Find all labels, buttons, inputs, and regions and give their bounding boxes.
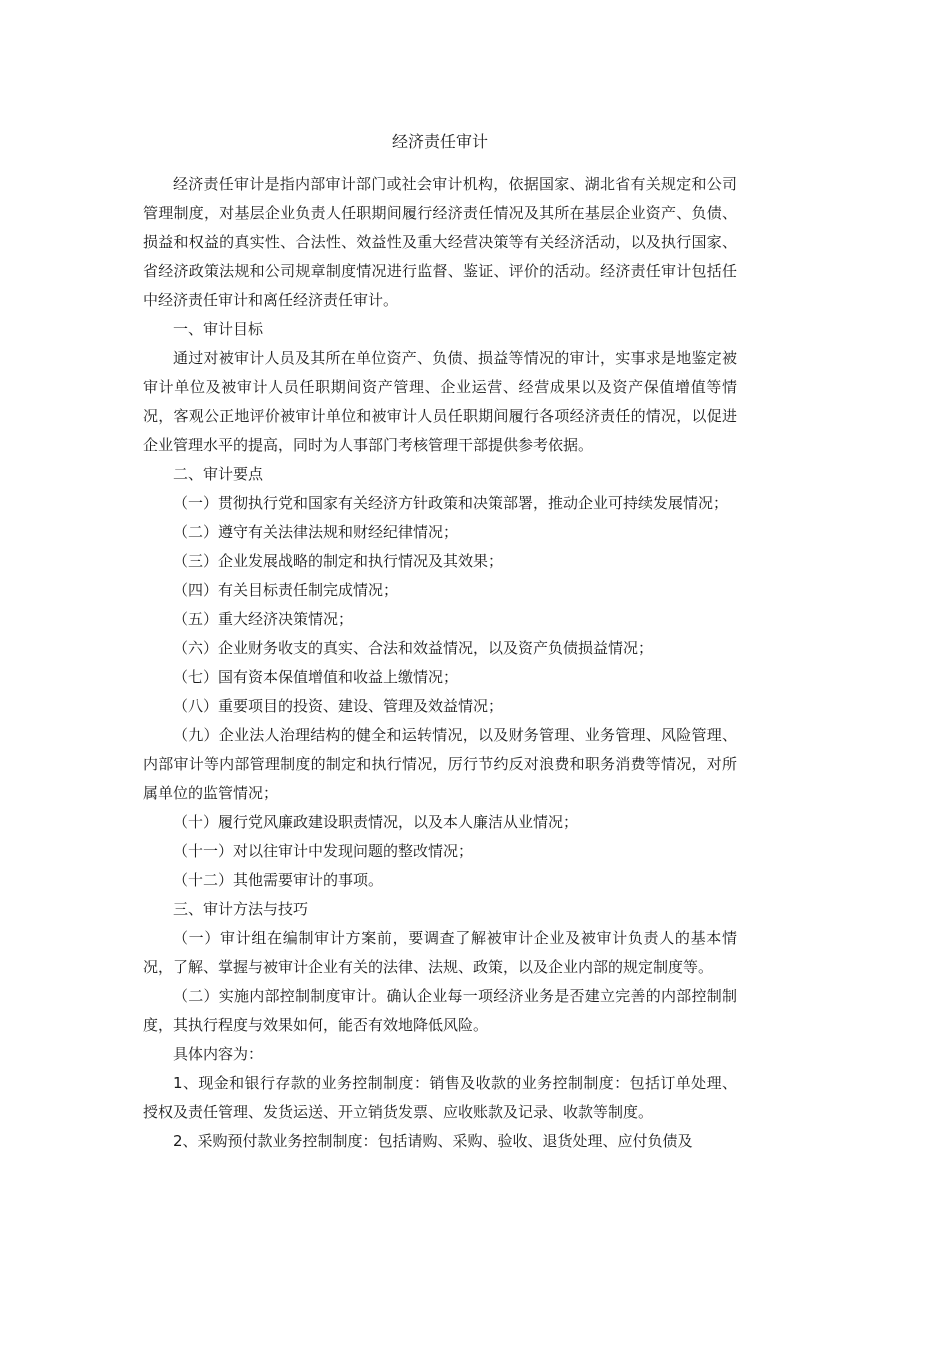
paragraph-intro: 经济责任审计是指内部审计部门或社会审计机构，依据国家、湖北省有关规定和公司管理制度，对基层企业负责人任职期间履行经济责任情况及其所在基层企业资产、负债、损益和权益的真实性、合法性、效益性及重大经营决策等有关经济活动，以及执行国家、省经济政策法规和公司规章制度情况进行监督、鉴证、评价的活动。经济责任审计包括任中经济责任审计和离任经济责任审计。 [143,175,737,309]
list-item-point-3: （三）企业发展战略的制定和执行情况及其效果； [173,552,504,570]
paragraph-method-1: （一）审计组在编制审计方案前，要调查了解被审计企业及被审计负责人的基本情况，了解、掌握与被审计企业有关的法律、法规、政策，以及企业内部的规定制度等。 [143,929,737,976]
list-item-point-5: （五）重大经济决策情况； [173,610,354,628]
paragraph-details-heading: 具体内容为： [173,1045,264,1063]
list-item-point-10: （十）履行党风廉政建设职责情况，以及本人廉洁从业情况； [173,813,579,831]
list-item-point-12: （十二）其他需要审计的事项。 [173,871,384,889]
paragraph-detail-1: 1、现金和银行存款的业务控制制度：销售及收款的业务控制制度：包括订单处理、授权及责任管理、发货运送、开立销货发票、应收账款及记录、收款等制度。 [143,1074,737,1121]
list-item-point-4: （四）有关目标责任制完成情况； [173,581,399,599]
list-item-point-1: （一）贯彻执行党和国家有关经济方针政策和决策部署，推动企业可持续发展情况； [173,494,729,512]
paragraph-method-2: （二）实施内部控制制度审计。确认企业每一项经济业务是否建立完善的内部控制制度，其执行程度与效果如何，能否有效地降低风险。 [143,987,737,1034]
document-title: 经济责任审计 [391,132,488,151]
list-item-point-7: （七）国有资本保值增值和收益上缴情况； [173,668,459,686]
paragraph-audit-goals: 通过对被审计人员及其所在单位资产、负债、损益等情况的审计，实事求是地鉴定被审计单位及被审计人员任职期间资产管理、企业运营、经营成果以及资产保值增值等情况，客观公正地评价被审计单位和被审计人员任职期间履行各项经济责任的情况，以促进企业管理水平的提高，同时为人事部门考核管理干部提供参考依据。 [143,349,737,454]
list-item-point-6: （六）企业财务收支的真实、合法和效益情况，以及资产负债损益情况； [173,639,654,657]
section-heading-audit-goals: 一、审计目标 [173,320,264,338]
paragraph-detail-2: 2、采购预付款业务控制制度：包括请购、采购、验收、退货处理、应付负债及 [173,1132,693,1150]
section-heading-audit-points: 二、审计要点 [173,465,264,483]
document-page [143,124,737,1156]
list-item-point-11: （十一）对以往审计中发现问题的整改情况； [173,842,474,860]
list-item-point-9: （九）企业法人治理结构的健全和运转情况，以及财务管理、业务管理、风险管理、内部审计等内部管理制度的制定和执行情况，厉行节约反对浪费和职务消费等情况，对所属单位的监管情况； [143,726,737,802]
list-item-point-2: （二）遵守有关法律法规和财经纪律情况； [173,523,459,541]
section-heading-audit-methods: 三、审计方法与技巧 [173,900,309,918]
list-item-point-8: （八）重要项目的投资、建设、管理及效益情况； [173,697,504,715]
